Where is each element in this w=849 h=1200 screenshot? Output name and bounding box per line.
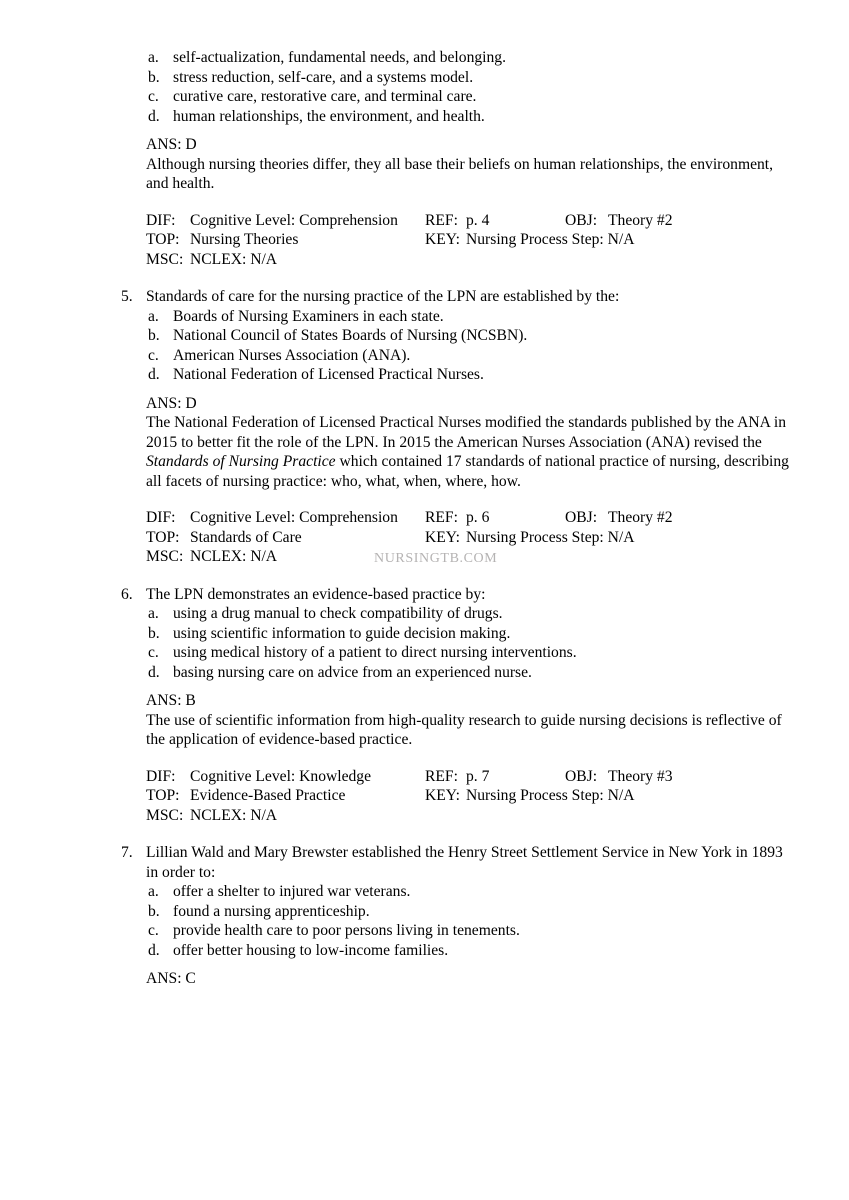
option-letter: c. (148, 346, 159, 364)
answer-block (146, 969, 794, 989)
option-text: offer a shelter to injured war veterans. (173, 883, 411, 900)
meta-label-obj: OBJ: (565, 211, 598, 229)
option-letter: d. (148, 941, 160, 959)
question-text: Lillian Wald and Mary Brewster established the Henry Street Settlement Service in New York in 1893 in order to: (146, 844, 783, 881)
option-b (146, 326, 794, 346)
meta-value-key: Nursing Process Step: N/A (466, 787, 635, 804)
rationale-text: Although nursing theories differ, they all base their beliefs on human relationships, the environment, and health. (146, 155, 774, 192)
option-text: National Federation of Licensed Practical Nurses. (173, 366, 484, 383)
option-text: found a nursing apprenticeship. (173, 902, 370, 920)
option-letter: d. (148, 366, 160, 383)
meta-label-obj: OBJ: (565, 767, 598, 785)
option-text: using scientific information to guide decision making. (173, 624, 511, 642)
meta-value-msc: NCLEX: N/A (190, 806, 278, 824)
option-a (146, 48, 794, 68)
option-b (146, 624, 794, 644)
meta-row-msc (146, 250, 794, 270)
question-6 (121, 585, 794, 826)
rationale-part: which contained 17 standards of national practice of nursing, describing all facets of nursing practice: who, what, when, where, how. (146, 453, 789, 490)
question-number: 7. (121, 844, 133, 861)
meta-value-ref: p. 4 (466, 211, 490, 229)
meta-row-top (146, 230, 794, 250)
option-letter: b. (148, 902, 160, 920)
option-a (146, 882, 794, 902)
option-c (146, 87, 794, 107)
option-text: using a drug manual to check compatibility of drugs. (173, 605, 503, 622)
option-b (146, 68, 794, 88)
meta-value-obj: Theory #2 (608, 509, 673, 526)
rationale-text: The use of scientific information from high-quality research to guide nursing decisions is reflective of the application of evidence-based practice. (146, 711, 782, 748)
option-text: basing nursing care on advice from an experienced nurse. (173, 663, 532, 681)
meta-value-top: Standards of Care (190, 528, 302, 546)
meta-label-key: KEY: (425, 528, 460, 546)
meta-label-obj: OBJ: (565, 509, 598, 526)
meta-label-top: TOP: (146, 528, 180, 546)
option-text: curative care, restorative care, and terminal care. (173, 88, 477, 105)
rationale-part: The National Federation of Licensed Practical Nurses modified the standards published by the ANA in 2015 to better fit the role of the LPN. In 2015 the American Nurses Association (ANA) revised the (146, 414, 787, 451)
meta-label-dif: DIF: (146, 509, 176, 526)
option-c (146, 921, 794, 941)
option-text: stress reduction, self-care, and a systems model. (173, 68, 474, 86)
document-page (121, 48, 794, 989)
question-stem (121, 585, 794, 605)
meta-value-ref: p. 6 (466, 509, 490, 526)
answer-block (146, 691, 794, 750)
meta-row-top (146, 528, 794, 548)
meta-value-key: Nursing Process Step: N/A (466, 528, 635, 546)
options-list (146, 307, 794, 385)
option-letter: d. (148, 663, 160, 681)
option-a (146, 307, 794, 327)
option-d (146, 107, 794, 127)
question-4-fragment (146, 48, 794, 269)
meta-block (146, 211, 794, 270)
option-text: offer better housing to low-income families. (173, 941, 449, 959)
meta-label-dif: DIF: (146, 767, 176, 785)
meta-value-obj: Theory #2 (608, 211, 673, 229)
option-letter: b. (148, 68, 160, 86)
options-list (146, 48, 794, 126)
option-letter: c. (148, 644, 159, 661)
meta-value-dif: Cognitive Level: Comprehension (190, 509, 398, 526)
option-letter: a. (148, 883, 159, 900)
meta-label-msc: MSC: (146, 806, 184, 824)
meta-value-obj: Theory #3 (608, 767, 673, 785)
option-letter: c. (148, 88, 159, 105)
option-text: provide health care to poor persons living in tenements. (173, 922, 520, 939)
meta-label-top: TOP: (146, 231, 180, 248)
meta-row-dif (146, 211, 794, 231)
options-list (146, 604, 794, 682)
site-watermark: NURSINGTB.COM (374, 551, 498, 566)
option-text: human relationships, the environment, and health. (173, 107, 485, 125)
option-d (146, 365, 794, 385)
meta-value-msc: NCLEX: N/A (190, 548, 278, 565)
meta-label-dif: DIF: (146, 211, 176, 229)
meta-label-ref: REF: (425, 509, 458, 526)
options-list (146, 882, 794, 960)
option-letter: d. (148, 107, 160, 125)
answer-line: ANS: C (146, 970, 196, 987)
meta-row-msc (146, 806, 794, 826)
question-text: Standards of care for the nursing practice of the LPN are established by the: (146, 288, 620, 305)
question-number: 6. (121, 585, 133, 603)
meta-label-msc: MSC: (146, 548, 184, 565)
meta-label-ref: REF: (425, 211, 458, 229)
option-c (146, 346, 794, 366)
option-d (146, 941, 794, 961)
answer-line: ANS: B (146, 692, 196, 709)
meta-value-dif: Cognitive Level: Comprehension (190, 211, 398, 229)
answer-block (146, 135, 794, 194)
meta-label-key: KEY: (425, 787, 460, 804)
option-b (146, 902, 794, 922)
meta-label-ref: REF: (425, 767, 458, 785)
option-letter: a. (148, 49, 159, 66)
meta-value-top: Evidence-Based Practice (190, 787, 346, 804)
meta-row-top (146, 786, 794, 806)
meta-value-key: Nursing Process Step: N/A (466, 231, 635, 248)
question-5 (121, 287, 794, 567)
option-text: Boards of Nursing Examiners in each state. (173, 307, 444, 325)
meta-label-top: TOP: (146, 787, 180, 804)
option-text: American Nurses Association (ANA). (173, 346, 411, 364)
question-stem (121, 287, 794, 307)
meta-label-key: KEY: (425, 231, 460, 248)
meta-value-dif: Cognitive Level: Knowledge (190, 767, 372, 785)
question-stem (121, 843, 794, 882)
meta-row-dif (146, 508, 794, 528)
meta-value-top: Nursing Theories (190, 231, 299, 248)
answer-line: ANS: D (146, 394, 197, 412)
option-text: self-actualization, fundamental needs, and belonging. (173, 49, 506, 66)
question-7 (121, 843, 794, 989)
meta-value-ref: p. 7 (466, 767, 490, 785)
option-letter: b. (148, 327, 160, 344)
option-letter: a. (148, 307, 159, 325)
option-letter: a. (148, 605, 159, 622)
option-d (146, 663, 794, 683)
option-c (146, 643, 794, 663)
meta-row-dif (146, 767, 794, 787)
option-text: National Council of States Boards of Nursing (NCSBN). (173, 327, 528, 344)
question-number: 5. (121, 288, 133, 305)
option-a (146, 604, 794, 624)
answer-line: ANS: D (146, 136, 197, 153)
meta-label-msc: MSC: (146, 250, 184, 268)
option-text: using medical history of a patient to direct nursing interventions. (173, 644, 577, 661)
question-text: The LPN demonstrates an evidence-based practice by: (146, 585, 486, 603)
meta-block (146, 767, 794, 826)
option-letter: b. (148, 624, 160, 642)
answer-block (146, 394, 794, 492)
option-letter: c. (148, 922, 159, 939)
rationale-italic-title: Standards of Nursing Practice (146, 453, 336, 470)
rationale-text (146, 413, 794, 491)
meta-value-msc: NCLEX: N/A (190, 250, 278, 268)
